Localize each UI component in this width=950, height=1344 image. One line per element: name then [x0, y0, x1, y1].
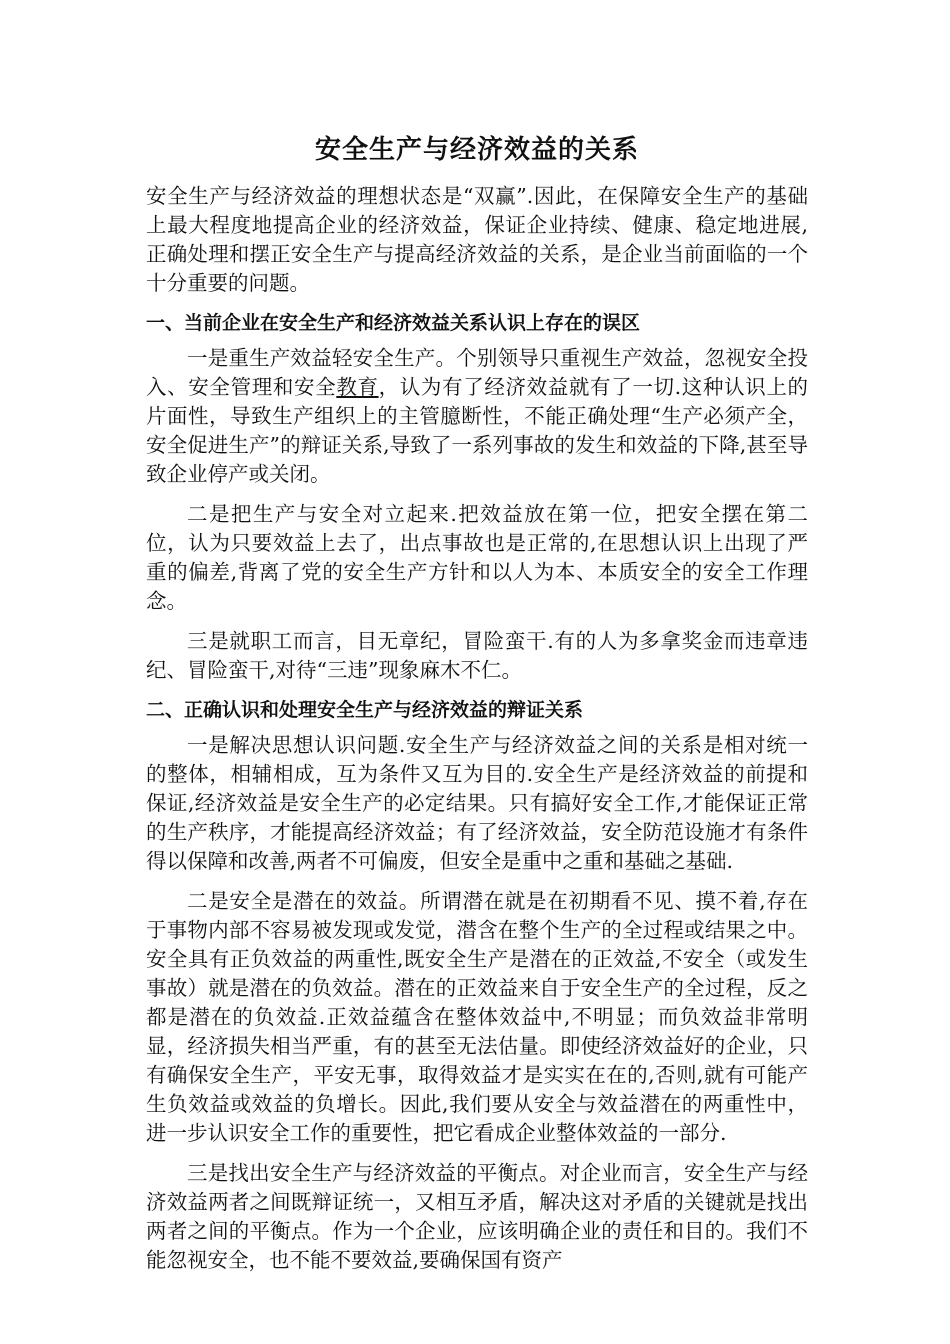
section-1-paragraph-1-text-b: ，认为有了经济效益就有了一切.这种认识上的片面性，导致生产组织上的主管臆断性，不能正确处理“生产必须产全，安全促进生产”的辩证关系,导致了一系列事故的发生和效益的下降,甚至导致企业停产或关闭。 — [146, 375, 809, 486]
document-body — [146, 132, 808, 1286]
intro-paragraph: 安全生产与经济效益的理想状态是“双赢”.因此，在保障安全生产的基础上最大程度地提高企业的经济效益，保证企业持续、健康、稳定地进展,正确处理和摆正安全生产与提高经济效益的关系，是企业当前面临的一个十分重要的问题。 — [146, 184, 808, 295]
section-2-paragraph-2: 二是安全是潜在的效益。所谓潜在就是在初期看不见、摸不着,存在于事物内部不容易被发现或发觉，潜含在整个生产的全过程或结果之中。安全具有正负效益的两重性,既安全生产是潜在的正效益,不安全（或发生事故）就是潜在的负效益。潜在的正效益来自于安全生产的全过程，反之都是潜在的负效益.正效益蕴含在整体效益中,不明显；而负效益非常明显，经济损失相当严重，有的甚至无法估量。即使经济效益好的企业，只有确保安全生产，平安无事，取得效益才是实实在在的,否则,就有可能产生负效益或效益的负增长。因此,我们要从安全与效益潜在的两重性中，进一步认识安全工作的重要性，把它看成企业整体效益的一部分. — [146, 889, 808, 1145]
document-title: 安全生产与经济效益的关系 — [314, 135, 639, 165]
section-1-paragraph-1-text-a: 一是重生产效益轻安全生产。个别领导只重视生产效益，忽视安全投入、安全管理和安全 — [146, 346, 808, 399]
section-1-paragraph-2: 二是把生产与安全对立起来.把效益放在第一位，把安全摆在第二位，认为只要效益上去了，出点事故也是正常的,在思想认识上出现了严重的偏差,背离了党的安全生产方针和以人为本、本质安全的安全工作理念。 — [146, 502, 808, 613]
section-2-paragraph-1: 一是解决思想认识问题.安全生产与经济效益之间的关系是相对统一的整体，相辅相成，互为条件又互为目的.安全生产是经济效益的前提和保证,经济效益是安全生产的必定结果。只有搞好安全工作,才能保证正常的生产秩序，才能提高经济效益；有了经济效益，安全防范设施才有条件得以保障和改善,两者不可偏废，但安全是重中之重和基础之基础. — [146, 733, 808, 873]
section-1-heading: 一、当前企业在安全生产和经济效益关系认识上存在的误区 — [146, 312, 641, 334]
section-1-paragraph-1 — [146, 344, 808, 489]
section-2-paragraph-3: 三是找出安全生产与经济效益的平衡点。对企业而言，安全生产与经济效益两者之间既辩证统一，又相互矛盾，解决这对矛盾的关键就是找出两者之间的平衡点。作为一个企业，应该明确企业的责任和目的。我们不能忽视安全，也不能不要效益,要确保国有资产 — [146, 1161, 808, 1272]
education-link[interactable]: 教育 — [336, 375, 379, 399]
section-1-paragraph-3: 三是就职工而言，目无章纪，冒险蛮干.有的人为多拿奖金而违章违纪、冒险蛮干,对待“三违”现象麻木不仁。 — [146, 629, 808, 682]
section-2-heading: 二、正确认识和处理安全生产与经济效益的辩证关系 — [146, 699, 584, 721]
